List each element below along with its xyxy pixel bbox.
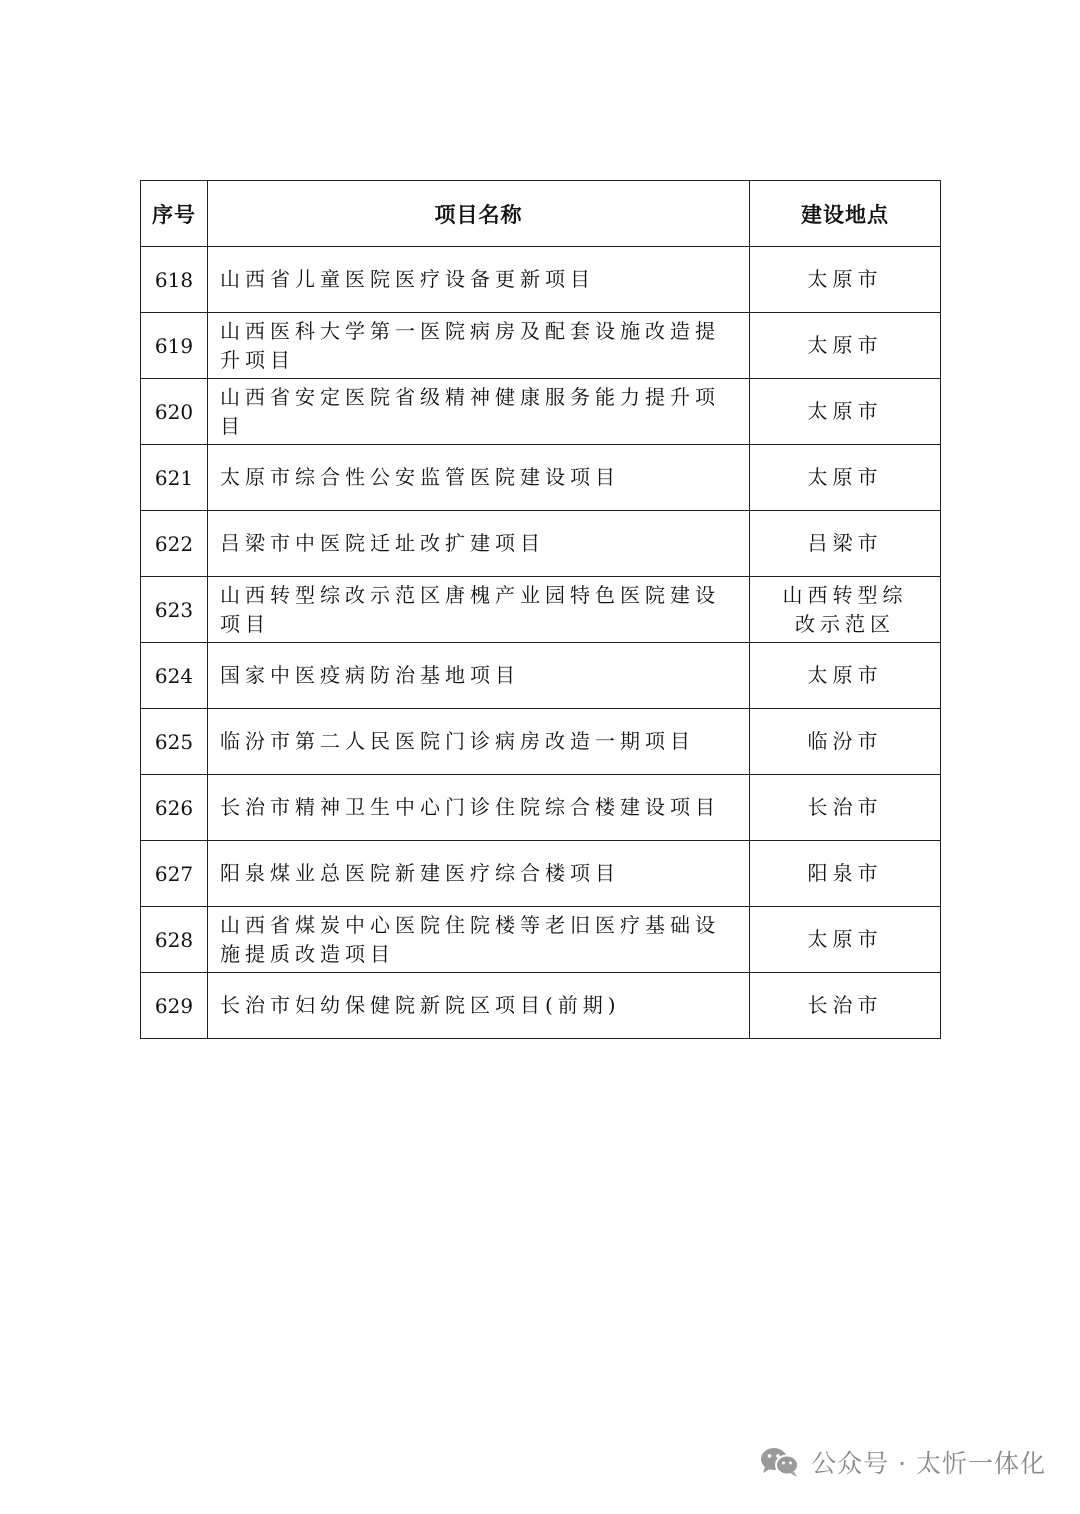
row-name: 国家中医疫病防治基地项目 xyxy=(208,643,750,709)
row-no: 623 xyxy=(141,577,208,643)
row-location xyxy=(750,775,941,841)
table-row xyxy=(141,511,941,577)
row-no: 621 xyxy=(141,445,208,511)
table-header-row xyxy=(141,181,941,247)
row-location-text: 山西转型综改示范区 xyxy=(782,582,908,636)
row-location-text: 临汾市 xyxy=(807,729,883,753)
row-no: 618 xyxy=(141,247,208,313)
row-name: 吕梁市中医院迁址改扩建项目 xyxy=(208,511,750,577)
row-name: 长治市妇幼保健院新院区项目(前期) xyxy=(208,973,750,1039)
row-location xyxy=(750,643,941,709)
table-row xyxy=(141,445,941,511)
table-row xyxy=(141,379,941,445)
row-location xyxy=(750,511,941,577)
row-name: 山西省儿童医院医疗设备更新项目 xyxy=(208,247,750,313)
row-location xyxy=(750,907,941,973)
row-location-text: 太原市 xyxy=(807,663,883,687)
table-row xyxy=(141,775,941,841)
row-location-text: 长治市 xyxy=(807,795,883,819)
row-location xyxy=(750,313,941,379)
table-row xyxy=(141,247,941,313)
watermark-text: 公众号 · 太忻一体化 xyxy=(811,1449,1046,1478)
row-location-text: 吕梁市 xyxy=(807,531,883,555)
row-location xyxy=(750,247,941,313)
row-location xyxy=(750,973,941,1039)
row-no: 622 xyxy=(141,511,208,577)
row-no: 626 xyxy=(141,775,208,841)
row-name: 山西省安定医院省级精神健康服务能力提升项目 xyxy=(208,379,750,445)
row-no: 619 xyxy=(141,313,208,379)
table-row xyxy=(141,973,941,1039)
header-name: 项目名称 xyxy=(208,181,750,247)
table-body xyxy=(141,247,941,1039)
row-location-text: 长治市 xyxy=(807,993,883,1017)
wechat-icon xyxy=(759,1445,801,1479)
row-location xyxy=(750,841,941,907)
row-name: 山西转型综改示范区唐槐产业园特色医院建设项目 xyxy=(208,577,750,643)
row-name: 阳泉煤业总医院新建医疗综合楼项目 xyxy=(208,841,750,907)
table-row xyxy=(141,643,941,709)
watermark xyxy=(759,1444,1046,1480)
row-no: 628 xyxy=(141,907,208,973)
row-location-text: 太原市 xyxy=(807,465,883,489)
header-location: 建设地点 xyxy=(750,181,941,247)
project-table xyxy=(140,180,941,1039)
row-location xyxy=(750,577,941,643)
row-name: 山西医科大学第一医院病房及配套设施改造提升项目 xyxy=(208,313,750,379)
table-row xyxy=(141,709,941,775)
table-row xyxy=(141,907,941,973)
row-name: 太原市综合性公安监管医院建设项目 xyxy=(208,445,750,511)
row-location xyxy=(750,709,941,775)
row-location-text: 太原市 xyxy=(807,927,883,951)
row-no: 620 xyxy=(141,379,208,445)
row-no: 624 xyxy=(141,643,208,709)
row-no: 627 xyxy=(141,841,208,907)
row-location-text: 太原市 xyxy=(807,267,883,291)
row-location-text: 阳泉市 xyxy=(807,861,883,885)
table-row xyxy=(141,841,941,907)
header-no: 序号 xyxy=(141,181,208,247)
table-row xyxy=(141,313,941,379)
row-location-text: 太原市 xyxy=(807,333,883,357)
row-no: 629 xyxy=(141,973,208,1039)
row-name: 临汾市第二人民医院门诊病房改造一期项目 xyxy=(208,709,750,775)
row-location xyxy=(750,379,941,445)
row-location-text: 太原市 xyxy=(807,399,883,423)
table-row xyxy=(141,577,941,643)
row-name: 长治市精神卫生中心门诊住院综合楼建设项目 xyxy=(208,775,750,841)
row-location xyxy=(750,445,941,511)
row-name: 山西省煤炭中心医院住院楼等老旧医疗基础设施提质改造项目 xyxy=(208,907,750,973)
row-no: 625 xyxy=(141,709,208,775)
